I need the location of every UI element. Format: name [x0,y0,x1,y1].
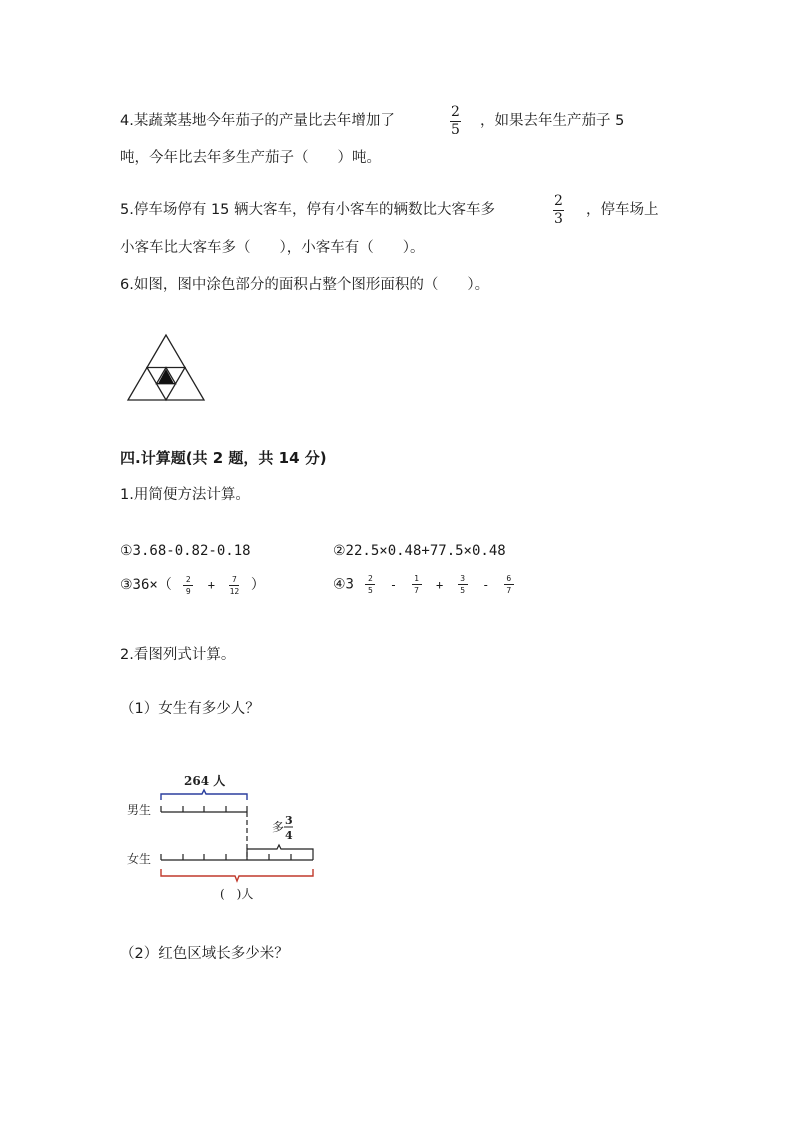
calc1-item4 [333,574,517,595]
q5-frac-den: 3 [554,211,563,227]
q5-line1-part2: ，停车场上 [586,202,659,218]
calc1-item3 [120,574,265,596]
fraction-bar [183,585,193,586]
q4-frac-den: 5 [451,122,460,138]
q4-fraction [450,105,461,138]
minus-sign: - [389,577,398,592]
calc1-item4-frac1 [365,574,375,595]
frac-num: 1 [414,574,419,583]
q5-frac-num: 2 [554,193,563,209]
frac-num: 6 [506,574,512,583]
section4-title: 四.计算题(共 2 题，共 14 分) [120,449,327,467]
girls-label: 女生 [127,852,152,866]
minus-sign: - [482,577,490,592]
blue-brace [161,790,247,800]
frac-den: 5 [460,586,466,595]
q5-fraction [553,194,564,227]
frac-num: 3 [460,574,466,583]
calc1-item3-frac1 [183,575,193,596]
frac-num: 2 [185,574,191,584]
fraction-bar [458,584,468,585]
calc2-sub2: （2）红色区域长多少米？ [120,946,289,962]
calc2-sub1: （1）女生有多少人？ [120,701,260,717]
q5-line1-part1: 5.停车场停有 15 辆大客车，停有小客车的辆数比大客车多 [120,202,496,218]
plus-sign: + [435,577,444,592]
q4-frac-num: 2 [451,104,460,120]
q4-line1-part1: 4.某蔬菜基地今年茄子的产量比去年增加了 [120,113,395,129]
calc1-item3-suffix: ） [250,577,265,593]
frac-num: 2 [368,574,373,583]
calc1-item1: ①3.68-0.82-0.18 [120,543,251,559]
calc1-item3-prefix: ③36×（ [120,577,172,593]
q4-line2: 吨，今年比去年多生产茄子（ ）吨。 [120,150,381,166]
q4-line1-part2: ，如果去年生产茄子 5 [480,113,625,129]
calc1-item4-frac3 [458,574,468,595]
more-brace [247,845,313,854]
fraction-bar [412,584,422,585]
more-frac-den: 4 [285,829,293,842]
q6-text: 6.如图，图中涂色部分的面积占整个图形面积的（ ）。 [120,277,490,293]
frac-den: 5 [368,586,373,595]
calc1-item4-prefix: ④3 [333,576,354,593]
calc1-item4-frac2 [412,574,422,595]
frac-den: 7 [506,586,512,595]
segment-diagram [120,765,330,905]
frac-den: 7 [414,586,419,595]
boys-total-label: 264 人 [184,774,226,788]
more-frac-num: 3 [285,814,293,827]
plus-sign: + [207,578,215,592]
calc1-item3-frac2 [229,575,239,596]
frac-num: 7 [231,574,237,584]
frac-den: 9 [185,586,191,596]
fraction-bar [504,584,514,585]
boys-ticks [161,806,247,812]
red-brace [161,869,313,881]
boys-label: 男生 [127,803,152,817]
fraction-bar [229,585,239,586]
fraction-bar [365,584,375,585]
calc1-item4-frac4 [504,574,514,595]
girls-ticks [161,854,313,860]
more-prefix: 多 [272,820,285,834]
q5-line2: 小客车比大客车多（ ），小客车有（ ）。 [120,240,425,256]
calc1-item2: ②22.5×0.48+77.5×0.48 [333,543,506,559]
calc2-title: 2.看图列式计算。 [120,647,236,663]
frac-den: 12 [229,586,240,596]
triangle-figure [124,332,208,404]
answer-label: ( )人 [220,887,254,901]
calc1-title: 1.用简便方法计算。 [120,487,250,503]
